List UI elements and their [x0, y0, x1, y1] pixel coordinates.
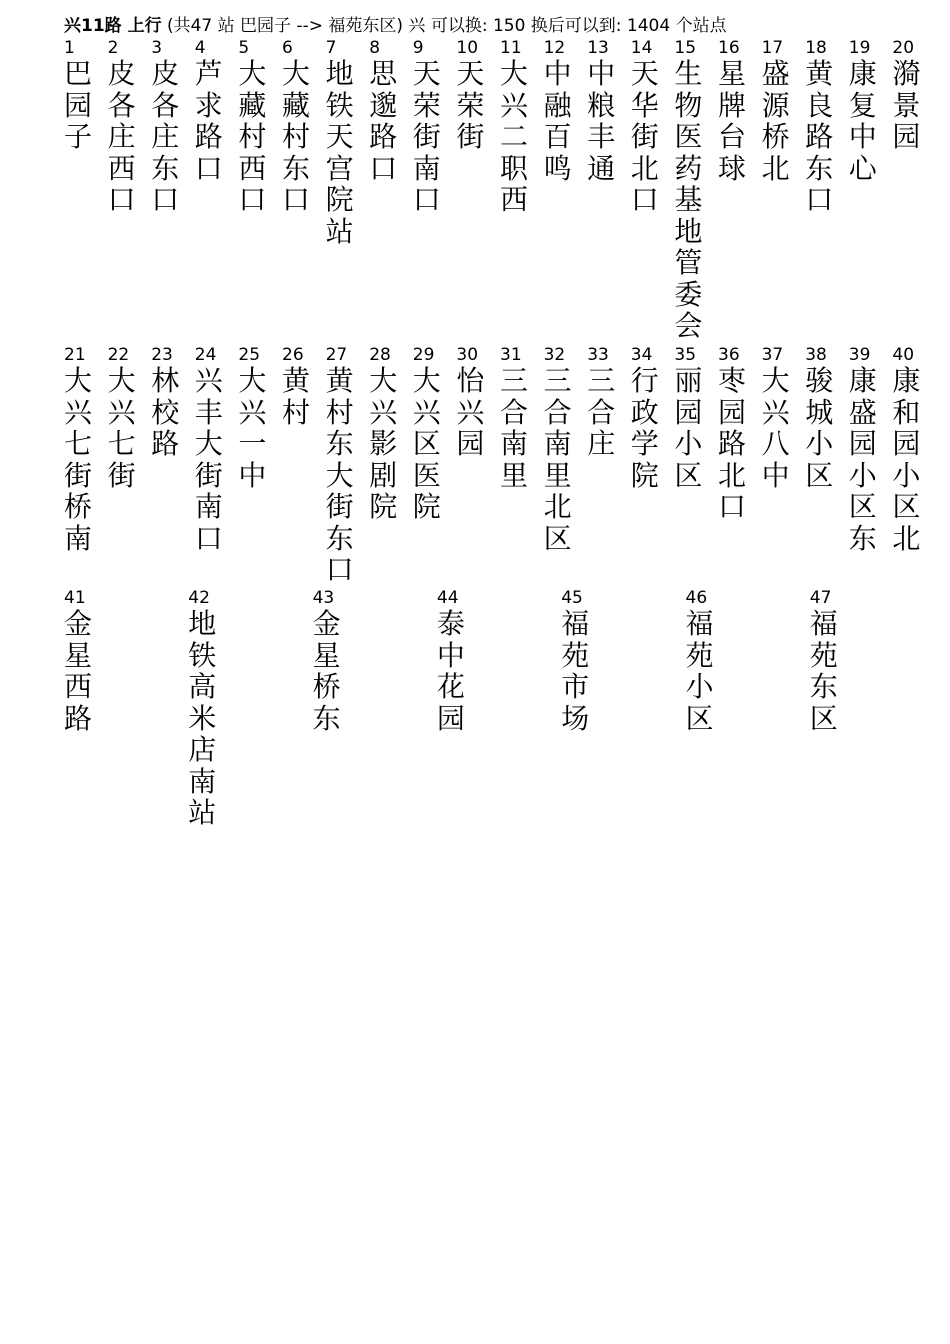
stop-name: 福苑小区: [685, 607, 714, 735]
stop-item: [64, 588, 94, 734]
stop-number: 11: [500, 38, 522, 58]
stop-number: 21: [64, 345, 86, 365]
stop-name: 丽园小区: [674, 364, 703, 492]
stop-number: 6: [282, 38, 293, 58]
stop-name: 漪景园: [892, 57, 921, 153]
stop-item: [456, 345, 486, 460]
stop-number: 5: [238, 38, 250, 58]
stop-name: 康和园小区北: [892, 364, 921, 555]
stop-name: 三合南里北区: [543, 364, 572, 555]
stop-item: [282, 345, 312, 428]
stop-name: 泰中花园: [436, 607, 465, 735]
stop-item: [456, 38, 486, 153]
stop-number: 23: [151, 345, 173, 365]
stop-item: [631, 345, 661, 491]
stop-number: 20: [892, 38, 915, 58]
stop-number: 33: [587, 345, 609, 365]
stop-item: [326, 38, 356, 247]
stop-item: [500, 345, 530, 491]
stop-name: 康盛园小区东: [848, 364, 877, 555]
stop-item: [326, 345, 356, 586]
stop-item: [195, 38, 225, 184]
stop-item: [64, 38, 94, 153]
stop-name: 黄村: [282, 364, 311, 429]
stop-name: 天荣街: [456, 57, 485, 153]
stop-number: 24: [194, 345, 217, 365]
stop-item: [369, 345, 399, 523]
route-header: [64, 14, 727, 38]
stop-name: 大藏村东口: [282, 57, 311, 216]
stop-number: 26: [282, 345, 304, 365]
stop-number: 19: [848, 38, 871, 58]
stop-name: 大兴二职西: [500, 57, 529, 216]
stop-item: [151, 345, 181, 460]
stop-number: 1: [64, 38, 75, 58]
stop-item: [437, 588, 467, 734]
stop-name: 大兴一中: [238, 364, 267, 492]
stop-number: 29: [412, 345, 435, 365]
stop-item: [544, 38, 574, 184]
stop-item: [195, 345, 225, 554]
stop-number: 10: [456, 38, 479, 58]
stop-name: 怡兴园: [456, 364, 485, 460]
stop-name: 兴丰大街南口: [194, 364, 223, 555]
stop-item: [674, 345, 704, 491]
stop-item: [718, 38, 748, 184]
stop-number: 9: [412, 38, 424, 58]
stop-item: [282, 38, 312, 216]
stop-name: 中融百鸣: [543, 57, 572, 185]
stop-item: [413, 38, 443, 216]
stop-item: [64, 345, 94, 554]
stop-item: [561, 588, 591, 734]
stop-item: [108, 38, 138, 216]
stop-number: 47: [809, 588, 832, 608]
stop-number: 36: [718, 345, 740, 365]
stop-name: 天华街北口: [630, 57, 659, 216]
stop-number: 45: [561, 588, 583, 608]
stop-number: 42: [188, 588, 210, 608]
stop-item: [892, 38, 922, 153]
stop-number: 15: [674, 38, 697, 58]
stop-number: 38: [805, 345, 827, 365]
stop-name: 林校路: [151, 364, 180, 460]
stop-name: 福苑东区: [809, 607, 838, 735]
stop-number: 18: [805, 38, 827, 58]
stop-number: 12: [543, 38, 566, 58]
stop-name: 康复中心: [848, 57, 877, 185]
stop-number: 40: [892, 345, 915, 365]
stop-name: 三合南里: [500, 364, 529, 492]
stop-name: 思邈路口: [369, 57, 398, 185]
stop-item: [892, 345, 922, 554]
stop-name: 大兴七街: [107, 364, 136, 492]
stop-item: [188, 588, 218, 829]
stop-name: 大兴八中: [761, 364, 790, 492]
stop-item: [238, 38, 268, 216]
stop-item: [544, 345, 574, 554]
stop-item: [718, 345, 748, 523]
stop-name: 黄村东大街东口: [325, 364, 354, 586]
stop-item: [238, 345, 268, 491]
stop-item: [762, 38, 792, 184]
stop-number: 2: [107, 38, 119, 58]
stop-name: 地铁高米店南站: [188, 607, 217, 829]
stop-name: 中粮丰通: [587, 57, 616, 185]
stop-name: 金星西路: [64, 607, 93, 735]
stop-name: 大兴区医院: [412, 364, 441, 523]
stop-number: 27: [325, 345, 348, 365]
stop-number: 17: [761, 38, 784, 58]
stop-name: 大兴七街桥南: [64, 364, 93, 555]
stop-name: 巴园子: [64, 57, 93, 153]
stop-name: 地铁天宫院站: [325, 57, 354, 248]
stop-item: [849, 38, 879, 184]
stop-item: [805, 345, 835, 491]
stop-item: [762, 345, 792, 491]
stop-name: 天荣街南口: [412, 57, 441, 216]
stop-number: 39: [848, 345, 871, 365]
stop-item: [587, 38, 617, 184]
stop-number: 25: [238, 345, 261, 365]
stop-number: 34: [630, 345, 653, 365]
stop-name: 行政学院: [630, 364, 659, 492]
stop-item: [313, 588, 343, 734]
stop-number: 46: [685, 588, 708, 608]
stop-item: [805, 38, 835, 216]
stop-number: 22: [107, 345, 130, 365]
route-summary: (共47 站 巴园子 --> 福苑东区) 兴 可以换: 150 换后可以到: 1404 个站点: [166, 16, 727, 36]
stop-item: [587, 345, 617, 460]
stop-number: 41: [64, 588, 86, 608]
stop-number: 35: [674, 345, 697, 365]
stop-name: 星牌台球: [718, 57, 747, 185]
stop-item: [849, 345, 879, 554]
route-name: 兴11路 上行: [64, 16, 162, 36]
stop-name: 皮各庄东口: [151, 57, 180, 216]
stop-item: [810, 588, 840, 734]
stop-name: 大藏村西口: [238, 57, 267, 216]
stop-number: 7: [325, 38, 337, 58]
stop-item: [631, 38, 661, 216]
stop-name: 盛源桥北: [761, 57, 790, 185]
stop-name: 大兴影剧院: [369, 364, 398, 523]
stop-item: [674, 38, 704, 342]
stop-name: 皮各庄西口: [107, 57, 136, 216]
stop-number: 16: [718, 38, 740, 58]
stop-number: 31: [500, 345, 522, 365]
stop-number: 32: [543, 345, 566, 365]
stop-name: 芦求路口: [194, 57, 223, 185]
stop-number: 37: [761, 345, 784, 365]
stop-name: 生物医药基地管委会: [674, 57, 703, 342]
stop-name: 金星桥东: [312, 607, 341, 735]
stop-number: 28: [369, 345, 391, 365]
stop-name: 骏城小区: [805, 364, 834, 492]
stop-item: [500, 38, 530, 216]
stop-number: 3: [151, 38, 163, 58]
stop-number: 8: [369, 38, 381, 58]
stop-item: [151, 38, 181, 216]
stop-number: 30: [456, 345, 479, 365]
stop-item: [108, 345, 138, 491]
stop-number: 14: [630, 38, 653, 58]
stop-name: 枣园路北口: [718, 364, 747, 523]
stop-number: 43: [312, 588, 335, 608]
stop-number: 13: [587, 38, 609, 58]
stop-item: [369, 38, 399, 184]
stop-item: [686, 588, 716, 734]
stop-number: 4: [194, 38, 206, 58]
stop-name: 三合庄: [587, 364, 616, 460]
stop-name: 黄良路东口: [805, 57, 834, 216]
stop-number: 44: [436, 588, 459, 608]
stop-item: [413, 345, 443, 523]
stop-name: 福苑市场: [561, 607, 590, 735]
